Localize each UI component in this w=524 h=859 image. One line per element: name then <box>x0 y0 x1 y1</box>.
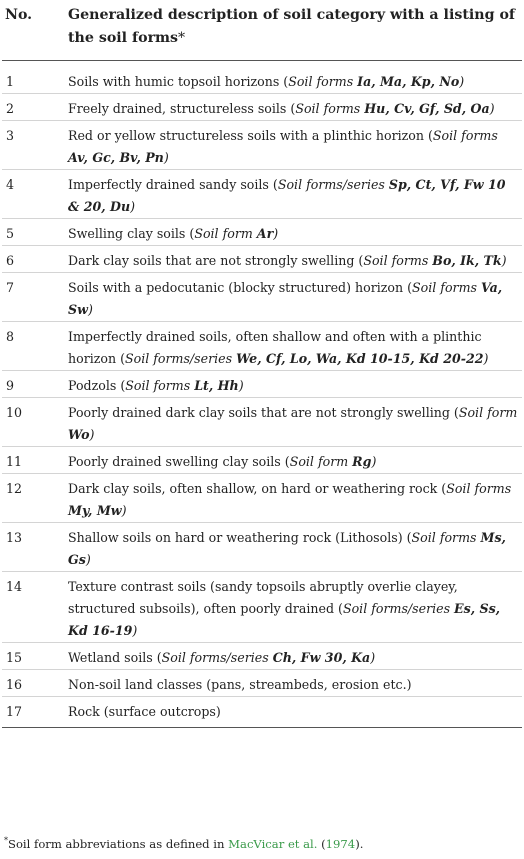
soil-form-codes: Bo, Ik, Tk <box>432 253 502 268</box>
row-description <box>64 572 522 643</box>
table-row <box>2 697 522 728</box>
soil-forms-label: Soil forms <box>288 74 358 89</box>
soil-form-codes: Lt, Hh <box>194 378 239 393</box>
soil-forms-label: Soil forms <box>432 128 498 143</box>
table-row <box>2 474 522 523</box>
table-row <box>2 246 522 273</box>
soil-form-codes: Va, Sw <box>68 280 503 317</box>
row-number: 5 <box>6 226 15 241</box>
description-text: Imperfectly drained sandy soils ( <box>68 177 278 192</box>
row-number: 8 <box>6 329 15 344</box>
description-close: ) <box>89 427 95 442</box>
soil-forms-label: Soil forms/series <box>125 351 237 366</box>
header-description: Generalized description of soil category with a listing of the soil forms* <box>68 7 516 46</box>
soil-form-codes: Sp, Ct, Vf, Fw 10 & 20, Du <box>68 177 506 214</box>
table-header-row <box>2 0 522 61</box>
soil-forms-label: Soil forms <box>446 481 512 496</box>
table-row <box>2 447 522 474</box>
description-text: Soils with humic topsoil horizons ( <box>68 74 289 89</box>
description-close: ) <box>132 623 138 638</box>
description-text: Shallow soils on hard or weathering rock (Lithosols) ( <box>68 530 412 545</box>
soil-form-codes: Rg <box>352 454 372 469</box>
description-text: Dark clay soils that are not strongly swelling ( <box>68 253 364 268</box>
row-description <box>64 398 522 447</box>
soil-forms-label: Soil forms <box>363 253 433 268</box>
row-number: 4 <box>6 177 15 192</box>
table-row <box>2 94 522 121</box>
row-number: 11 <box>6 454 23 469</box>
description-text: Dark clay soils, often shallow, on hard or weathering rock ( <box>68 481 447 496</box>
row-description <box>64 474 522 523</box>
footnote-text: Soil form abbreviations as defined in <box>8 837 229 851</box>
soil-form-codes: Es, Ss, Kd 16-19 <box>68 601 501 638</box>
soil-forms-label: Soil forms <box>412 280 481 295</box>
row-number: 16 <box>6 677 23 692</box>
soil-form-codes: Ia, Ma, Kp, No <box>357 74 460 89</box>
soil-form-codes: Av, Gc, Bv, Pn <box>68 150 164 165</box>
row-description <box>64 697 522 728</box>
row-description <box>64 61 522 94</box>
soil-forms-label: Soil forms <box>125 378 195 393</box>
soil-forms-label: Soil forms/series <box>161 650 273 665</box>
row-description <box>64 170 522 219</box>
row-number: 1 <box>6 74 15 89</box>
soil-forms-label: Soil form <box>289 454 353 469</box>
table-row <box>2 643 522 670</box>
soil-forms-label: Soil forms/series <box>277 177 389 192</box>
soil-form-codes: My, Mw <box>68 503 122 518</box>
table-row <box>2 523 522 572</box>
row-number: 9 <box>6 378 15 393</box>
description-text: Rock (surface outcrops) <box>68 704 221 719</box>
description-text: Red or yellow structureless soils with a plinthic horizon ( <box>68 128 433 143</box>
description-close: ) <box>273 226 279 241</box>
description-text: Poorly drained dark clay soils that are not strongly swelling ( <box>68 405 459 420</box>
description-close: ) <box>130 199 136 214</box>
table-row <box>2 121 522 170</box>
description-text: Swelling clay soils ( <box>68 226 195 241</box>
description-text: Podzols ( <box>68 378 126 393</box>
header-number: No. <box>5 7 33 23</box>
description-text: Poorly drained swelling clay soils ( <box>68 454 290 469</box>
row-description <box>64 322 522 371</box>
header-footnote-marker: * <box>178 30 186 46</box>
description-close: ) <box>459 74 465 89</box>
row-number: 13 <box>6 530 23 545</box>
row-description <box>64 447 522 474</box>
row-description <box>64 643 522 670</box>
row-number: 10 <box>6 405 23 420</box>
row-number: 12 <box>6 481 23 496</box>
description-close: ) <box>489 101 495 116</box>
row-number: 3 <box>6 128 15 143</box>
soil-category-table <box>2 0 522 728</box>
description-close: ) <box>501 253 507 268</box>
row-description <box>64 371 522 398</box>
footnote-marker: * <box>4 836 8 845</box>
soil-form-codes: We, Cf, Lo, Wa, Kd 10-15, Kd 20-22 <box>236 351 484 366</box>
row-number: 6 <box>6 253 15 268</box>
row-description <box>64 121 522 170</box>
soil-forms-label: Soil form <box>458 405 518 420</box>
soil-forms-label: Soil forms/series <box>342 601 455 616</box>
description-close: ) <box>370 650 376 665</box>
row-description <box>64 219 522 246</box>
description-close: ) <box>163 150 169 165</box>
row-description <box>64 246 522 273</box>
row-description <box>64 670 522 697</box>
description-text: Texture contrast soils (sandy topsoils abruptly overlie clayey, structured subsoils), often poorly drained ( <box>68 579 458 616</box>
table-row <box>2 322 522 371</box>
description-text: Imperfectly drained soils, often shallow and often with a plinthic horizon ( <box>68 329 482 366</box>
table-row <box>2 670 522 697</box>
soil-form-codes: Ar <box>256 226 274 241</box>
table-row <box>2 371 522 398</box>
description-close: ) <box>121 503 127 518</box>
table-row <box>2 61 522 94</box>
description-close: ) <box>238 378 244 393</box>
soil-form-codes: Hu, Cv, Gf, Sd, Oa <box>364 101 490 116</box>
soil-form-codes: Ms, Gs <box>68 530 506 567</box>
soil-form-codes: Wo <box>68 427 90 442</box>
row-number: 17 <box>6 704 23 719</box>
table-row <box>2 170 522 219</box>
description-text: Soils with a pedocutanic (blocky structured) horizon ( <box>68 280 413 295</box>
row-number: 14 <box>6 579 23 594</box>
row-number: 2 <box>6 101 15 116</box>
row-number: 7 <box>6 280 15 295</box>
soil-forms-label: Soil forms <box>411 530 481 545</box>
description-text: Freely drained, structureless soils ( <box>68 101 296 116</box>
soil-forms-label: Soil form <box>194 226 257 241</box>
table-footnote <box>4 836 363 851</box>
soil-forms-label: Soil forms <box>295 101 365 116</box>
row-number: 15 <box>6 650 23 665</box>
description-close: ) <box>483 351 489 366</box>
row-description <box>64 523 522 572</box>
footnote-year-link[interactable]: 1974 <box>325 837 356 851</box>
table-row <box>2 572 522 643</box>
soil-form-codes: Ch, Fw 30, Ka <box>272 650 371 665</box>
footnote-paren-close: ). <box>355 837 364 851</box>
row-description <box>64 273 522 322</box>
table-body <box>2 61 522 728</box>
description-text: Non-soil land classes (pans, streambeds, erosion etc.) <box>68 677 412 692</box>
description-close: ) <box>85 552 91 567</box>
description-close: ) <box>87 302 93 317</box>
row-description <box>64 94 522 121</box>
description-close: ) <box>371 454 377 469</box>
table-row <box>2 398 522 447</box>
footnote-citation-link[interactable]: MacVicar et al. <box>228 837 318 851</box>
description-text: Wetland soils ( <box>68 650 162 665</box>
table-row <box>2 273 522 322</box>
table-row <box>2 219 522 246</box>
footnote-paren-open: ( <box>317 837 326 851</box>
